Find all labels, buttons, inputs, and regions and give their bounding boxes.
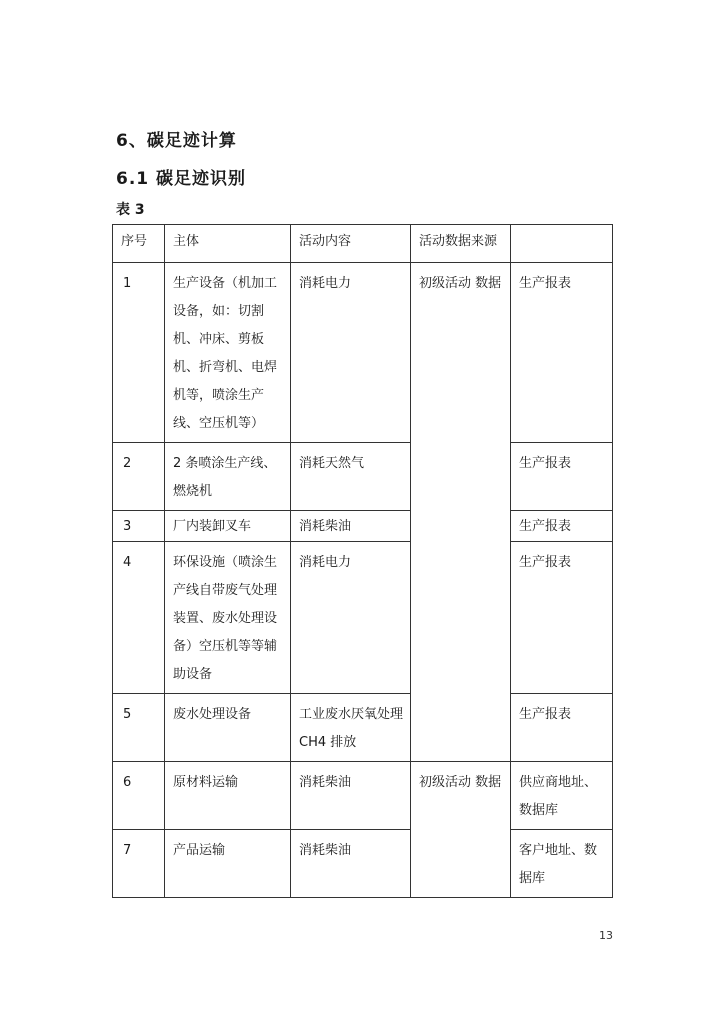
row-report: 生产报表 [511, 511, 613, 542]
row-activity: 消耗电力 [291, 263, 411, 443]
row-subject: 产品运输 [165, 830, 291, 898]
table-row [113, 511, 613, 542]
table-row [113, 694, 613, 762]
header-subject: 主体 [165, 225, 291, 263]
carbon-footprint-table [112, 224, 613, 898]
row-number: 7 [113, 830, 165, 898]
row-report: 客户地址、数据库 [511, 830, 613, 898]
row-subject: 厂内装卸叉车 [165, 511, 291, 542]
table-row [113, 830, 613, 898]
header-activity: 活动内容 [291, 225, 411, 263]
page-number: 13 [599, 929, 613, 942]
table-row [113, 762, 613, 830]
row-data-source: 初级活动 数据 [411, 263, 511, 762]
header-extra [511, 225, 613, 263]
row-data-source: 初级活动 数据 [411, 762, 511, 898]
row-subject: 2 条喷涂生产线、燃烧机 [165, 443, 291, 511]
row-activity: 消耗柴油 [291, 511, 411, 542]
row-number: 1 [113, 263, 165, 443]
row-activity: 消耗柴油 [291, 830, 411, 898]
row-report: 生产报表 [511, 694, 613, 762]
row-report: 生产报表 [511, 263, 613, 443]
row-subject: 废水处理设备 [165, 694, 291, 762]
row-subject: 原材料运输 [165, 762, 291, 830]
row-activity: 消耗柴油 [291, 762, 411, 830]
row-report: 供应商地址、数据库 [511, 762, 613, 830]
row-subject: 环保设施（喷涂生产线自带废气处理装置、废水处理设备）空压机等等辅助设备 [165, 542, 291, 694]
table-header-row [113, 225, 613, 263]
row-number: 3 [113, 511, 165, 542]
row-number: 2 [113, 443, 165, 511]
row-number: 5 [113, 694, 165, 762]
section-title: 6、碳足迹计算 [116, 131, 237, 151]
header-data-source: 活动数据来源 [411, 225, 511, 263]
table-row [113, 542, 613, 694]
row-number: 6 [113, 762, 165, 830]
header-seq: 序号 [113, 225, 165, 263]
table-caption: 表 3 [116, 202, 145, 218]
row-subject: 生产设备（机加工设备，如：切割机、冲床、剪板机、折弯机、电焊机等，喷涂生产线、空压机等） [165, 263, 291, 443]
row-activity: 消耗电力 [291, 542, 411, 694]
table-row [113, 443, 613, 511]
row-activity: 消耗天然气 [291, 443, 411, 511]
row-report: 生产报表 [511, 542, 613, 694]
row-number: 4 [113, 542, 165, 694]
subsection-title: 6.1 碳足迹识别 [116, 169, 247, 189]
row-report: 生产报表 [511, 443, 613, 511]
row-activity: 工业废水厌氧处理 CH4 排放 [291, 694, 411, 762]
table-row [113, 263, 613, 443]
